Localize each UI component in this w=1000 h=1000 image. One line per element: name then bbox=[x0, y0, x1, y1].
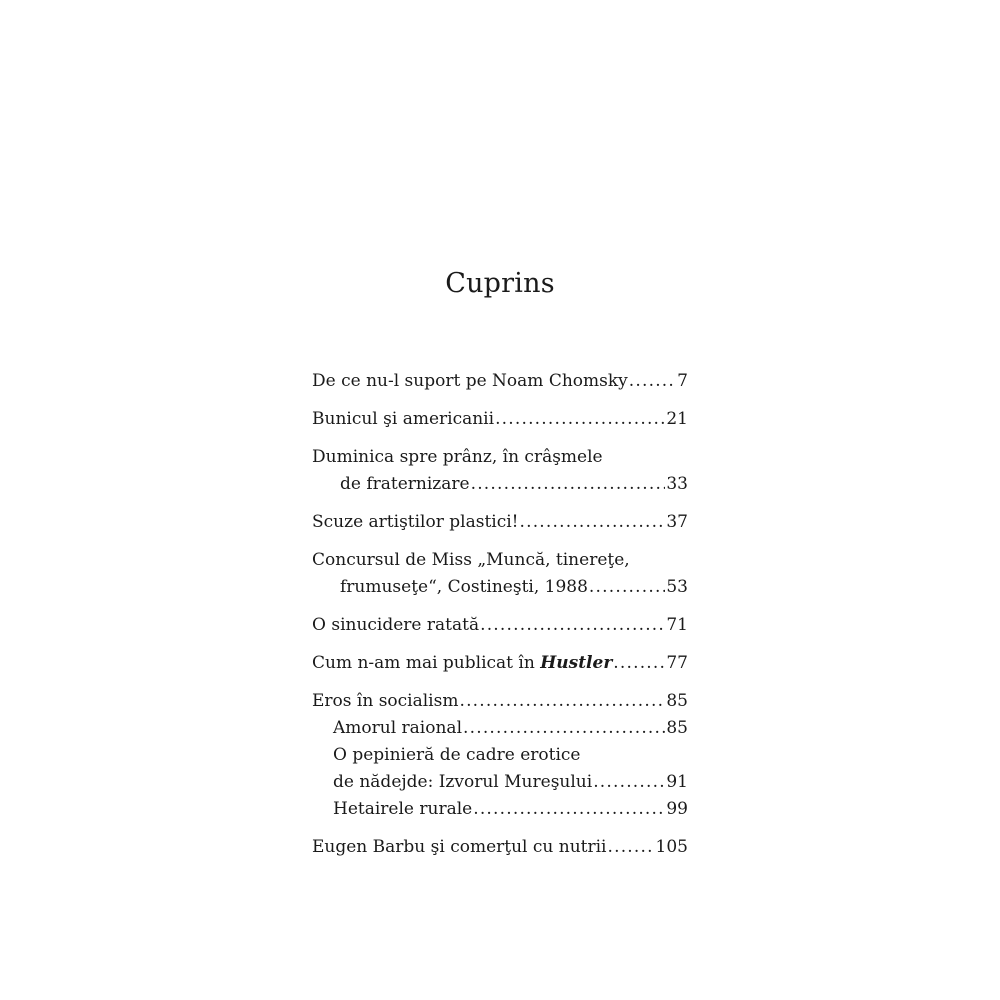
toc-entry-page: 105 bbox=[655, 837, 688, 857]
toc-entry-page: 71 bbox=[666, 615, 688, 635]
toc-entry[interactable] bbox=[312, 612, 688, 639]
toc-subentry-title-continued: de nădejde: Izvorul Mureşului bbox=[333, 772, 593, 792]
toc-entry-title: O sinucidere ratată bbox=[312, 615, 480, 635]
dot-leader bbox=[608, 834, 655, 861]
toc-entry[interactable] bbox=[312, 650, 688, 677]
toc-entry[interactable] bbox=[312, 444, 688, 498]
table-of-contents bbox=[312, 368, 688, 861]
toc-subentry[interactable] bbox=[312, 715, 688, 742]
dot-leader bbox=[593, 769, 665, 796]
toc-entry-title-continued: de fraternizare bbox=[340, 474, 470, 494]
dot-leader bbox=[471, 471, 666, 498]
toc-entry[interactable] bbox=[312, 688, 688, 715]
toc-entry-page: 33 bbox=[666, 474, 688, 494]
toc-entry-title: Concursul de Miss „Muncă, tinereţe, bbox=[312, 550, 630, 570]
toc-entry-title: Bunicul şi americanii bbox=[312, 409, 495, 429]
dot-leader bbox=[589, 574, 665, 601]
dot-leader bbox=[495, 406, 665, 433]
page-title: Cuprins bbox=[445, 268, 555, 299]
toc-entry-title: Eros în socialism bbox=[312, 691, 459, 711]
dot-leader bbox=[480, 612, 665, 639]
toc-entry[interactable] bbox=[312, 834, 688, 861]
toc-entry-title-continued: frumuseţe“, Costineşti, 1988 bbox=[340, 577, 588, 597]
toc-entry-title: Duminica spre prânz, în crâşmele bbox=[312, 447, 603, 467]
toc-entry[interactable] bbox=[312, 547, 688, 601]
toc-entry-page: 7 bbox=[677, 371, 688, 391]
toc-subentry-title: Amorul raional bbox=[333, 718, 463, 738]
toc-entry-title bbox=[312, 650, 612, 677]
toc-subentry-title: O pepinieră de cadre erotice bbox=[333, 745, 581, 765]
toc-entry-page: 37 bbox=[666, 512, 688, 532]
dot-leader bbox=[520, 509, 666, 536]
toc-subentry-title: Hetairele rurale bbox=[333, 799, 473, 819]
toc-entry-page: 91 bbox=[666, 772, 688, 792]
dot-leader bbox=[459, 688, 665, 715]
toc-entry-page: 21 bbox=[666, 409, 688, 429]
toc-subentry[interactable] bbox=[312, 796, 688, 823]
dot-leader bbox=[473, 796, 665, 823]
toc-subentry[interactable] bbox=[312, 742, 688, 796]
magazine-title: Hustler bbox=[540, 653, 613, 673]
toc-entry-title: Scuze artiştilor plastici! bbox=[312, 512, 519, 532]
toc-entry-page: 53 bbox=[666, 577, 688, 597]
toc-entry[interactable] bbox=[312, 368, 688, 395]
toc-entry[interactable] bbox=[312, 406, 688, 433]
toc-entry[interactable] bbox=[312, 509, 688, 536]
dot-leader bbox=[629, 368, 676, 395]
toc-entry-page: 85 bbox=[666, 691, 688, 711]
toc-entry-title: De ce nu-l suport pe Noam Chomsky bbox=[312, 371, 628, 391]
toc-entry-page: 85 bbox=[666, 718, 688, 738]
toc-entry-title-text: Cum n-am mai publicat în bbox=[312, 653, 535, 673]
toc-entry-page: 77 bbox=[666, 653, 688, 673]
toc-entry-page: 99 bbox=[666, 799, 688, 819]
dot-leader bbox=[613, 650, 665, 677]
dot-leader bbox=[463, 715, 665, 742]
toc-entry-title: Eugen Barbu şi comerţul cu nutrii bbox=[312, 837, 607, 857]
